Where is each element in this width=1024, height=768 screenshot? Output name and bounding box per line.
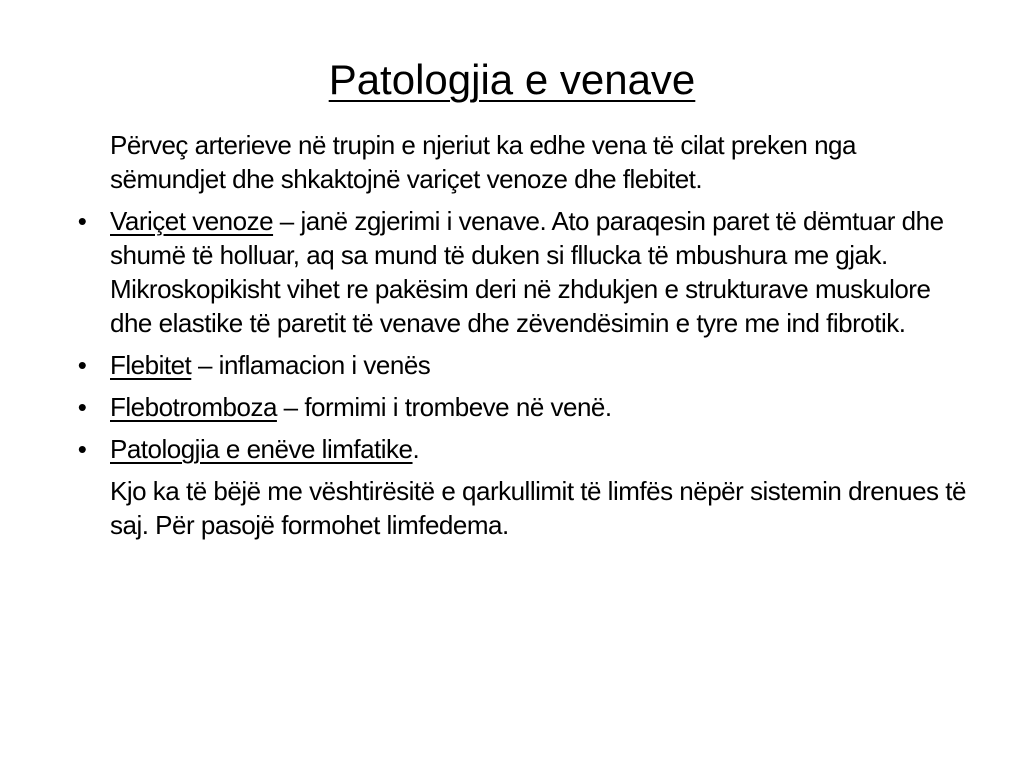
bullet-icon: •: [77, 434, 87, 464]
bullet-icon: •: [77, 392, 87, 422]
bullet-term: Flebotromboza: [110, 392, 277, 422]
slide-body: [77, 128, 970, 542]
bullet-icon: •: [77, 350, 87, 380]
bullet-item-flebitet: [77, 348, 970, 382]
bullet-text: – janë zgjerimi i venave. Ato paraqesin paret të dëmtuar dhe shumë të holluar, aq sa mund të duken si fllucka të mbushura me gjak. Mikroskopikisht vihet re pakësim deri në zhdukjen e strukturave muskulore dhe elastike të paretit të venave dhe zëvendësimin e tyre me ind fibrotik.: [110, 206, 944, 338]
bullet-term: Patologjia e enëve limfatike: [110, 434, 413, 464]
bullet-item-limfatike: [77, 432, 970, 466]
bullet-text: .: [412, 434, 420, 464]
bullet-item-flebotromboza: [77, 390, 970, 424]
bullet-text: – formimi i trombeve në venë.: [276, 392, 612, 422]
bullet-text: – inflamacion i venës: [191, 350, 431, 380]
slide-title: Patologjia e venave: [328, 56, 696, 103]
intro-paragraph: Përveç arterieve në trupin e njeriut ka edhe vena të cilat preken nga sëmundjet dhe shkaktojnë variçet venoze dhe flebitet.: [110, 130, 856, 194]
closing-paragraph: Kjo ka të bëjë me vështirësitë e qarkullimit të limfës nëpër sistemin drenues të saj. Për pasojë formohet limfedema.: [110, 476, 966, 540]
bullet-term: Variçet venoze: [110, 206, 274, 236]
bullet-icon: •: [77, 206, 87, 236]
bullet-term: Flebitet: [110, 350, 192, 380]
bullet-item-varicet: [77, 204, 970, 340]
